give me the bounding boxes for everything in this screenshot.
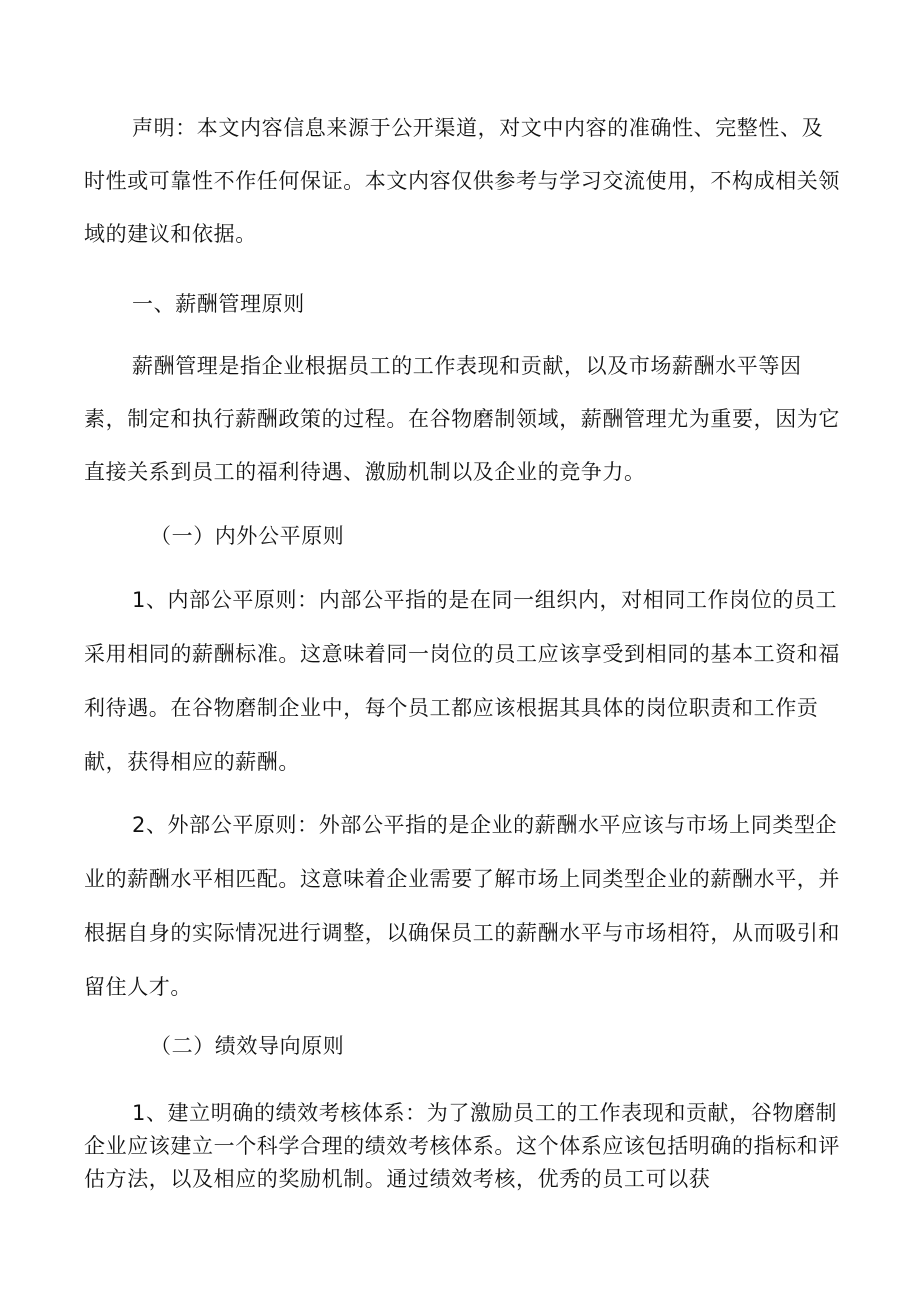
performance-system-paragraph: 1、建立明确的绩效考核体系：为了激励员工的工作表现和贡献，谷物磨制企业应该建立一个科学合理的绩效考核体系。这个体系应该包括明确的指标和评估方法，以及相应的奖励机制。通过绩效考核，优秀的员工可以获	[84, 1101, 840, 1191]
internal-fairness-paragraph: 1、内部公平原则：内部公平指的是在同一组织内，对相同工作岗位的员工采用相同的薪酬标准。这意味着同一岗位的员工应该享受到相同的基本工资和福利待遇。在谷物磨制企业中，每个员工都应该根据其具体的岗位职责和工作贡献，获得相应的薪酬。	[84, 588, 840, 774]
section-intro-paragraph: 薪酬管理是指企业根据员工的工作表现和贡献，以及市场薪酬水平等因素，制定和执行薪酬政策的过程。在谷物磨制领域，薪酬管理尤为重要，因为它直接关系到员工的福利待遇、激励机制以及企业的竞争力。	[84, 354, 840, 484]
subsection-heading-fairness: （一）内外公平原则	[150, 524, 345, 548]
external-fairness-paragraph: 2、外部公平原则：外部公平指的是企业的薪酬水平应该与市场上同类型企业的薪酬水平相匹配。这意味着企业需要了解市场上同类型企业的薪酬水平，并根据自身的实际情况进行调整，以确保员工的薪酬水平与市场相符，从而吸引和留住人才。	[84, 813, 840, 999]
subsection-heading-performance: （二）绩效导向原则	[150, 1034, 345, 1058]
disclaimer-paragraph: 声明：本文内容信息来源于公开渠道，对文中内容的准确性、完整性、及时性或可靠性不作任何保证。本文内容仅供参考与学习交流使用，不构成相关领域的建议和依据。	[84, 116, 840, 246]
section-heading: 一、薪酬管理原则	[132, 292, 305, 316]
